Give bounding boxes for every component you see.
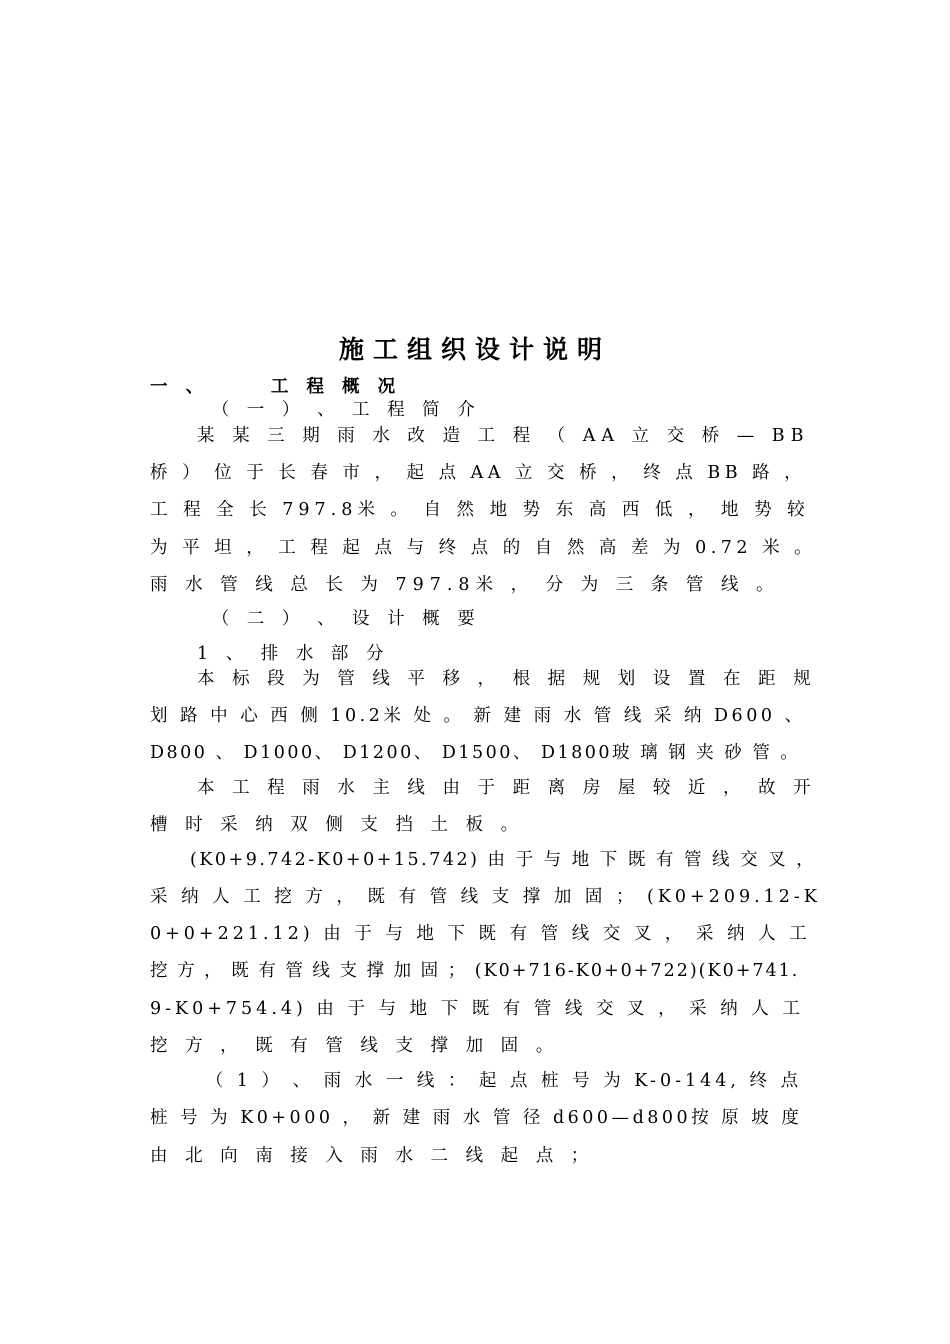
- paragraph-line: 本 工 程 雨 水 主 线 由 于 距 离 房 屋 较 近 ， 故 开: [150, 778, 817, 798]
- subsection-heading: （ 一 ） 、 工 程 简 介: [150, 400, 481, 420]
- paragraph-line: 挖 方 ， 既 有 管 线 支 撑 加 固 ； (K0+716-K0+0+722)(K0+741.: [150, 961, 800, 981]
- document-title: 施工组织设计说明: [338, 335, 611, 364]
- item-heading: 1 、 排 水 部 分: [150, 644, 390, 664]
- section-heading: 一 、 工 程 概 况: [150, 377, 402, 397]
- paragraph-line: 某 某 三 期 雨 水 改 造 工 程 （ AA 立 交 桥 — BB: [150, 426, 810, 446]
- paragraph-line: 雨 水 管 线 总 长 为 797.8米 ， 分 为 三 条 管 线 。: [150, 575, 780, 595]
- paragraph-line: 为 平 坦 ， 工 程 起 点 与 终 点 的 自 然 高 差 为 0.72 米 。: [150, 538, 817, 558]
- paragraph-line: 工 程 全 长 797.8米 。 自 然 地 势 东 高 西 低 ， 地 势 较: [150, 500, 810, 520]
- paragraph-line: 槽 时 采 纳 双 侧 支 挡 土 板 。: [150, 815, 525, 835]
- paragraph-line: (K0+9.742-K0+0+15.742) 由 于 与 地 下 既 有 管 线 交 叉 ，: [150, 850, 817, 870]
- paragraph-line: （ 1 ） 、 雨 水 一 线 ： 起 点 桩 号 为 K-0-144, 终 点: [150, 1071, 803, 1091]
- paragraph-line: 桩 号 为 K0+000 ， 新 建 雨 水 管 径 d600—d800按 原 坡 度: [150, 1108, 803, 1128]
- paragraph-line: 9-K0+754.4) 由 于 与 地 下 既 有 管 线 交 叉 ， 采 纳 人 工: [150, 999, 804, 1019]
- paragraph-line: 0+0+221.12) 由 于 与 地 下 既 有 管 线 交 叉 ， 采 纳 人 工: [150, 924, 811, 944]
- paragraph-line: D800 、 D1000、 D1200、 D1500、 D1800玻 璃 钢 夹 砂 管 。: [150, 743, 801, 763]
- paragraph-line: 划 路 中 心 西 侧 10.2米 处 。 新 建 雨 水 管 线 采 纳 D600 、: [150, 706, 806, 726]
- paragraph-line: 本 标 段 为 管 线 平 移 ， 根 据 规 划 设 置 在 距 规: [150, 669, 817, 689]
- paragraph-line: 由 北 向 南 接 入 雨 水 二 线 起 点 ；: [150, 1146, 595, 1166]
- paragraph-line: 采 纳 人 工 挖 方 ， 既 有 管 线 支 撑 加 固 ； (K0+209.12-K: [150, 887, 821, 907]
- paragraph-line: 挖 方 ， 既 有 管 线 支 撑 加 固 。: [150, 1036, 560, 1056]
- subsection-heading: （ 二 ） 、 设 计 概 要: [150, 609, 481, 629]
- paragraph-line: 桥 ） 位 于 长 春 市 ， 起 点 AA 立 交 桥 ， 终 点 BB 路 ，: [150, 463, 807, 483]
